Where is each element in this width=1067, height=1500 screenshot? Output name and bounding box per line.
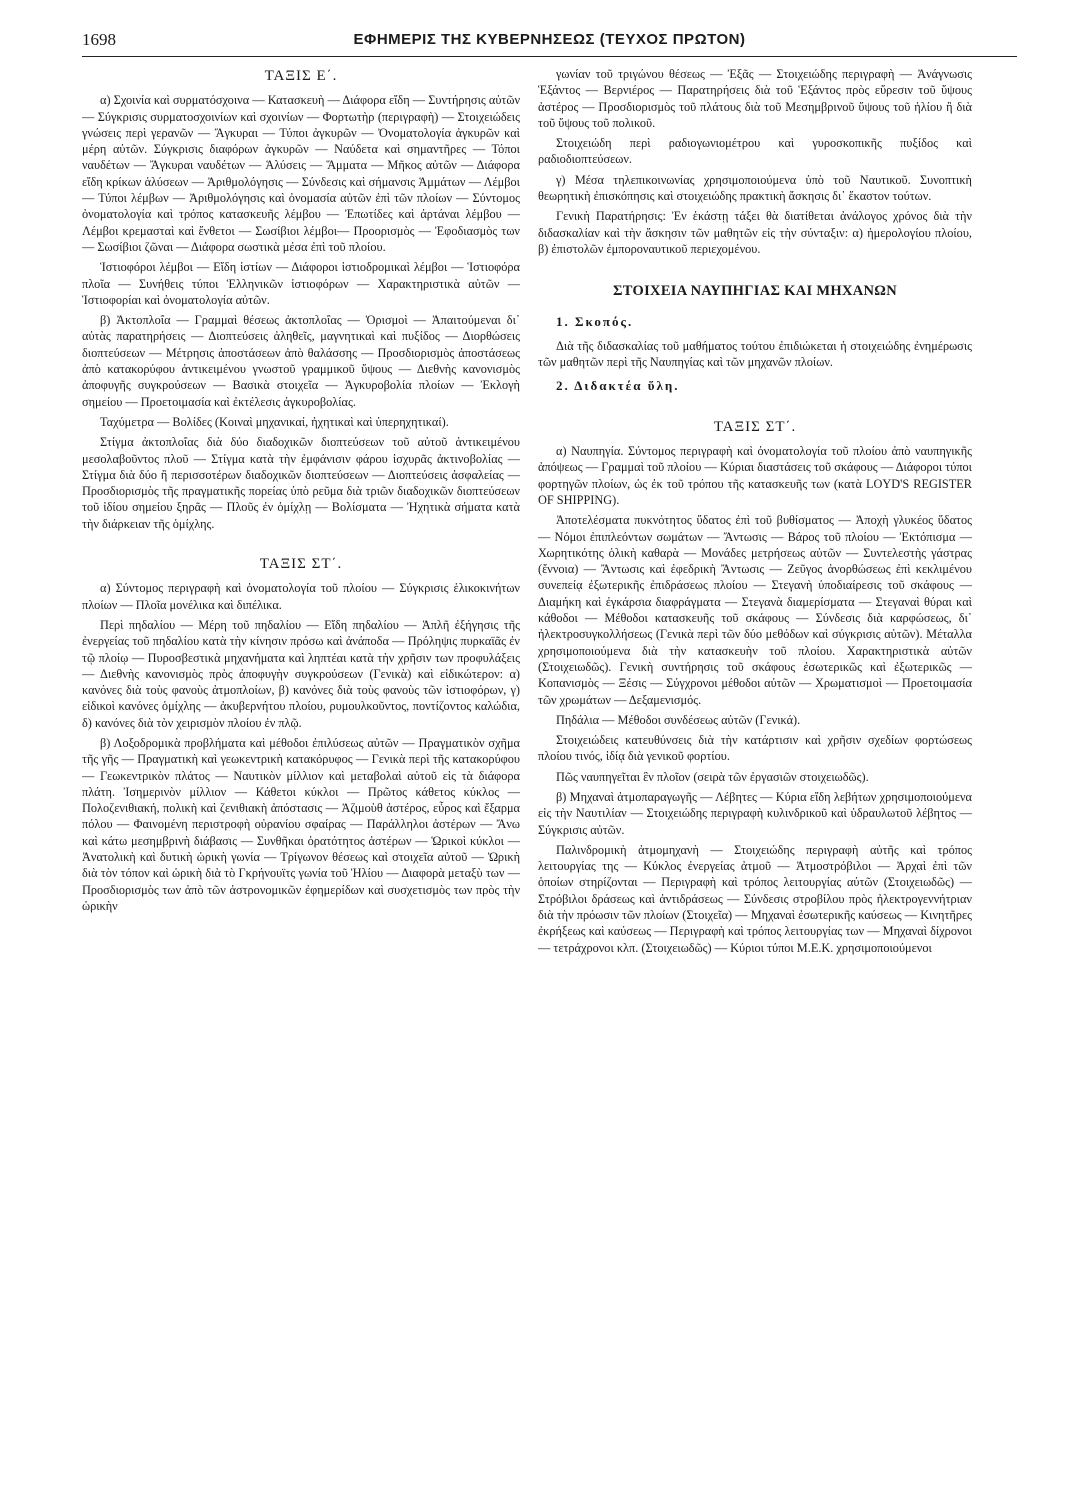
section-heading: ΤΑΞΙΣ Ε΄. xyxy=(264,68,338,84)
paragraph: Στοιχειώδη περὶ ραδιογωνιομέτρου καὶ γυροσκοπικῆς πυξίδος καὶ ραδιοδιοπτεύσεων. xyxy=(538,136,972,167)
paragraph: Γενικὴ Παρατήρησις: Ἐν ἑκάστῃ τάξει θὰ διατίθεται ἀνάλογος χρόνος διὰ τὴν διδασκαλίαν καὶ τὴν ἄσκησιν τῶν μαθητῶν εἰς τὴν σύνταξιν: α) ἡμερολογίου πλοίου, β) ἐπιστολῶν ἐμποροναυτικοῦ περιεχομένου. xyxy=(538,209,972,256)
section-heading: ΤΑΞΙΣ ΣΤ΄. xyxy=(259,556,343,573)
right-column xyxy=(538,66,972,1486)
paragraph: Ἀποτελέσματα πυκνότητος ὕδατος ἐπὶ τοῦ βυθίσματος — Ἀποχὴ γλυκέος ὕδατος — Νόμοι ἐπιπλεόντων σωμάτων — Ἄντωσις — Βάρος τοῦ πλοίου — Ἐκτόπισμα — Χωρητικότης ὁλικὴ καθαρὰ — Μονάδες μετρήσεως αὐτῶν — Συντελεστὴς γάστρας (ἔννοια) — Ἄντωσις καὶ ἐφεδρικὴ Ἄντωσις — Ζεῦγος ἀνορθώσεως ἐπὶ κεκλιμένου συνεπείᾳ ἐξωτερικῆς ἐπιδράσεως πλοίου — Στεγανὴ ὑποδιαίρεσις τοῦ σκάφους — Διαμήκη καὶ ἐγκάρσια διαφράγματα — Στεγανὰ διαμερίσματα — Στεγαναὶ θύραι καὶ κάθοδοι — Μέθοδοι κατασκευῆς τοῦ σκάφους — Σύνδεσις διὰ καρφώσεως, δι᾽ ἠλεκτροσυγκολλήσεως (Γενικὰ περὶ τῶν δύο μεθόδων καὶ σύγκρισις αὐτῶν). Μέταλλα χρησιμοποιούμενα διὰ τὴν κατασκευὴν τοῦ πλοίου. Χαρακτηριστικὰ αὐτῶν (Στοιχειωδῶς). Γενικὴ συντήρησις τοῦ σκάφους ἐσωτερικῶς καὶ ἐξωτερικῶς —Κοπανισμὸς — Ξέσις — Σύγχρονοι μέθοδοι αὐτῶν — Χρωματισμοὶ — Προετοιμασία τῶν χρωμάτων — Δεξαμενισμός. xyxy=(538,513,972,707)
paragraph: β) Ἀκτοπλοΐα — Γραμμαὶ θέσεως ἀκτοπλοΐας — Ὁρισμοὶ — Ἀπαιτούμεναι δι᾽ αὐτὰς παρατηρήσεις — Διοπτεύσεις ἀληθεῖς, μαγνητικαὶ καὶ πυξίδος — Διορθώσεις διοπτεύσεων — Μέτρησις ἀποστάσεων ἀπὸ θαλάσσης — Προσδιορισμὸς ἀποστάσεως ἀπὸ κατακορύφου ἀντικειμένου γνωστοῦ γραμμικοῦ ὕψους — Διεθνὴς κανονισμὸς ἀποφυγῆς συγκρούσεων — Βασικὰ στοιχεῖα — Ἀγκυροβολία πλοίων — Ἐκλογὴ σημείου — Προετοιμασία καὶ ἐκτέλεσις ἀγκυροβολίας. xyxy=(82,313,520,409)
paragraph: Στίγμα ἀκτοπλοΐας διὰ δύο διαδοχικῶν διοπτεύσεων τοῦ αὐτοῦ ἀντικειμένου μεσολαβοῦντος πλοῦ — Στίγμα κατὰ τὴν ἐμφάνισιν φάρου ἰσχυρᾶς ἀκτινοβολίας — Στίγμα διὰ δύο ἢ περισσοτέρων διαδοχικῶν διοπτεύσεων — Διοπτεύσεις ἀσφαλείας — Προσδιορισμὸς τῆς πραγματικῆς πορείας ὑπὸ ρεῦμα διὰ τριῶν διαδοχικῶν διοπτεύσεων τοῦ ἰδίου σημείου ξηρᾶς — Πλοῦς ἐν ὁμίχλῃ — Βολίσματα — Ἠχητικὰ σήματα κατὰ τὴν διάρκειαν τῆς ὁμίχλης. xyxy=(82,435,520,531)
spacer xyxy=(538,403,972,417)
paragraph: α) Ναυπηγία. Σύντομος περιγραφὴ καὶ ὀνοματολογία τοῦ πλοίου ἀπὸ ναυπηγικῆς ἀπόψεως — Γραμμαὶ τοῦ πλοίου — Κύριαι διαστάσεις τοῦ σκάφους — Διάφοροι τύποι φορτηγῶν πλοίων, ὡς ἐκ τοῦ τρόπου τῆς κατασκευῆς των (κατὰ LOYD'S REGISTER OF SHIPPING). xyxy=(538,444,972,507)
running-title: ΕΦΗΜΕΡΙΣ ΤΗΣ ΚΥΒΕΡΝΗΣΕΩΣ (ΤΕΥΧΟΣ ΠΡΩΤΟΝ) xyxy=(353,31,746,48)
paragraph: γωνίαν τοῦ τριγώνου θέσεως — Ἐξᾶς — Στοιχειώδης περιγραφὴ — Ἀνάγνωσις Ἑξάντος — Βερνιέρος — Παρατηρήσεις διὰ τοῦ Ἑξάντος πρὸς εὕρεσιν τοῦ ὕψους ἀστέρος — Προσδιορισμὸς τοῦ πλάτους διὰ τοῦ Μεσημβρινοῦ ὕψους τοῦ ἡλίου ἢ διὰ τοῦ ὕψους τοῦ πολικοῦ. xyxy=(538,67,972,130)
page-header xyxy=(82,30,1017,57)
paragraph: Παλινδρομικὴ ἀτμομηχανὴ — Στοιχειώδης περιγραφὴ αὐτῆς καὶ τρόπος λειτουργίας της — Κύκλος ἐνεργείας ἀτμοῦ — Ἀτμοστρόβιλοι — Ἀρχαὶ ἐπὶ τῶν ὁποίων στηρίζονται — Περιγραφὴ καὶ τρόπος λειτουργίας αὐτῶν (Στοιχειωδῶς) — Στρόβιλοι δράσεως καὶ ἀντιδράσεως — Σύνδεσις στροβίλου πρὸς ἠλεκτρογεννήτριαν διὰ τὴν πρόωσιν τῶν πλοίων (Στοιχεῖα) — Μηχαναὶ ἐσωτερικῆς καύσεως — Κινητῆρες ἐκρήξεως καὶ καύσεως — Περιγραφὴ καὶ τρόπος λειτουργίας των — Μηχαναὶ δίχρονοι — τετράχρονοι κλπ. (Στοιχειωδῶς) — Κύριοι τύποι Μ.Ε.Κ. χρησιμοποιούμενοι xyxy=(538,842,972,955)
left-column xyxy=(82,66,520,1486)
paragraph: Ταχύμετρα — Βολίδες (Κοιναὶ μηχανικαί, ἠχητικαὶ καὶ ὑπερηχητικαί). xyxy=(100,414,449,429)
paragraph: Περὶ πηδαλίου — Μέρη τοῦ πηδαλίου — Εἴδη πηδαλίου — Ἁπλῆ ἐξήγησις τῆς ἐνεργείας τοῦ πηδαλίου κατὰ τὴν κίνησιν πρόσω καὶ ἀνάποδα — Πρόληψις πυρκαϊᾶς ἐν τῷ πλοίῳ — Πυροσβεστικὰ μηχανήματα καὶ ληπτέαι κατὰ τὴν χρῆσιν των προφυλάξεις — Διεθνὴς κανονισμὸς πρὸς ἀποφυγὴν συγκρούσεων (Γενικὰ) καὶ εἰδικώτερον: α) κανόνες διὰ τοὺς φανοὺς ἀτμοπλοίων, β) κανόνες διὰ τοὺς φανοὺς τῶν ἱστιοφόρων, γ) εἰδικοὶ κανόνες ὁμίχλης — ἀκυβερνήτου πλοίου, ρυμουλκοῦντος, ποντίζοντος καλώδια, δ) κανόνες διὰ τὸν χειρισμὸν πλοίου ἐν πλῷ. xyxy=(82,617,520,730)
paragraph: β) Μηχαναὶ ἀτμοπαραγωγῆς — Λέβητες — Κύρια εἴδη λεβήτων χρησιμοποιούμενα εἰς τὴν Ναυτιλίαν — Στοιχειώδης περιγραφὴ κυλινδρικοῦ καὶ ὑδραυλωτοῦ λέβητος — Σύγκρισις αὐτῶν. xyxy=(538,789,972,837)
section-heading: ΣΤΟΙΧΕΙΑ ΝΑΥΠΗΓΙΑΣ ΚΑΙ ΜΗΧΑΝΩΝ xyxy=(613,283,897,300)
paragraph: Στοιχειώδεις κατευθύνσεις διὰ τὴν κατάρτισιν καὶ χρῆσιν σχεδίων φορτώσεως πλοίου τινός, ἰδίᾳ διὰ γενικοῦ φορτίου. xyxy=(538,733,972,764)
paragraph: Πῶς ναυπηγεῖται ἓν πλοῖον (σειρὰ τῶν ἐργασιῶν στοιχειωδῶς). xyxy=(556,769,869,784)
paragraph: α) Σύντομος περιγραφὴ καὶ ὀνοματολογία τοῦ πλοίου — Σύγκρισις ἑλικοκινήτων πλοίων — Πλοῖα μονέλικα καὶ διπέλικα. xyxy=(82,581,520,612)
subsection-heading: 2. Διδακτέα ὕλη. xyxy=(556,378,680,394)
paragraph: Ἱστιοφόροι λέμβοι — Εἴδη ἱστίων — Διάφοροι ἱστιοδρομικαὶ λέμβοι — Ἱστιοφόρα πλοῖα — Συνήθεις τύποι Ἑλληνικῶν ἱστιοφόρων — Χαρακτηριστικὰ αὐτῶν — Ἱστιοφορίαι καὶ ὀνοματολογία αὐτῶν. xyxy=(82,260,520,307)
paragraph: Πηδάλια — Μέθοδοι συνδέσεως αὐτῶν (Γενικά). xyxy=(556,712,801,727)
section-heading: ΤΑΞΙΣ ΣΤ΄. xyxy=(713,418,797,435)
paragraph: Διὰ τῆς διδασκαλίας τοῦ μαθήματος τούτου ἐπιδιώκεται ἡ στοιχειώδης ἐνημέρωσις τῶν μαθητῶν περὶ τῆς Ναυπηγίας καὶ τῶν μηχανῶν πλοίων. xyxy=(538,338,972,370)
page-number: 1698 xyxy=(82,30,116,49)
subsection-heading: 1. Σκοπός. xyxy=(556,313,634,329)
paragraph: α) Σχοινία καὶ συρματόσχοινα — Κατασκευὴ — Διάφορα εἴδη — Συντήρησις αὐτῶν — Σύγκρισις συρματοσχοινίων καὶ σχοινίων — Φορτωτὴρ (περιγραφὴ) — Στοιχειώδεις γνώσεις περὶ γερανῶν — Ἄγκυραι — Τύποι ἀγκυρῶν — Ὀνοματολογία ἀγκυρῶν καὶ μέρη αὐτῶν. Σύγκρισις διαφόρων ἀγκυρῶν — Ναύδετα καὶ σημαντῆρες — Τόποι ναυδέτων — Ἄγκυραι ναυδέτων — Ἁλύσεις — Ἅμματα — Μῆκος αὐτῶν — Διάφορα εἴδη κρίκων ἁλύσεων — Ἀριθμολόγησις — Σύνδεσις καὶ σήμανσις Ἁμμάτων — Λέμβοι — Τύποι λέμβων — Ἀριθμολόγησις καὶ ὀνομασία αὐτῶν ἐπὶ τῶν πλοίων — Σύντομος ὀνοματολογία καὶ τρόπος κατασκευῆς λέμβου — Ἐπωτίδες καὶ ἀρτάναι λέμβου — Λέμβοι κρεμασταὶ καὶ ἔνθετοι — Σωσίβιοι λέμβοι— Προορισμὸς — Ἐφοδιασμὸς των — Σωσίβιοι ζῶναι — Διάφορα σωστικὰ μέσα ἐπὶ τοῦ πλοίου. xyxy=(82,93,520,254)
paragraph: β) Λοξοδρομικὰ προβλήματα καὶ μέθοδοι ἐπιλύσεως αὐτῶν — Πραγματικὸν σχῆμα τῆς γῆς — Πραγματικὴ καὶ γεωκεντρικὴ κατακόρυφος — Γενικὰ περὶ τῆς κατακορύφου— Γεωκεντρικὸν πλάτος — Ναυτικὸν μίλλιον καὶ μεταβολαὶ αὐτοῦ εἰς τὰ διάφορα πλάτη. Ἰσημερινὸν μίλλιον — Κάθετοι κύκλοι — Πρῶτος κάθετος κύκλος — Πολοζενιθιακή, πολικὴ καὶ ζενιθιακὴ ἀπόστασις — Ἀζιμοὺθ ἀστέρος, εὖρος καὶ ἔξαρμα πόλου — Φαινομένη περιστροφὴ οὐρανίου σφαίρας — Παράλληλοι ἀστέρων — Ἄνω καὶ κάτω μεσημβρινὴ διάβασις — Συνθῆκαι ὁρατότητος ἀστέρων — Ὡρικοὶ κύκλοι — Ἀνατολικὴ καὶ δυτικὴ ὡρικὴ γωνία — Τρίγωνον θέσεως καὶ στοιχεῖα αὐτοῦ — Ὡρικὴ διὰ τὸν τόπον καὶ ὡρικὴ διὰ τὸ Γκρήνουϊτς γωνία τοῦ Ἡλίου — Διαφορὰ μεταξὺ των — Προσδιορισμὸς των ἀπὸ τῶν ἀστρονομικῶν ἐφημερίδων καὶ συσχετισμὸς των πρὸς τὴν ὡρικὴν xyxy=(82,735,520,913)
paragraph: γ) Μέσα τηλεπικοινωνίας χρησιμοποιούμενα ὑπὸ τοῦ Ναυτικοῦ. Συνοπτικὴ θεωρητικὴ ἐπισκόπησις καὶ στοιχειώδης πρακτικὴ ἄσκησις δι᾽ ἕκαστον τούτων. xyxy=(538,172,972,204)
